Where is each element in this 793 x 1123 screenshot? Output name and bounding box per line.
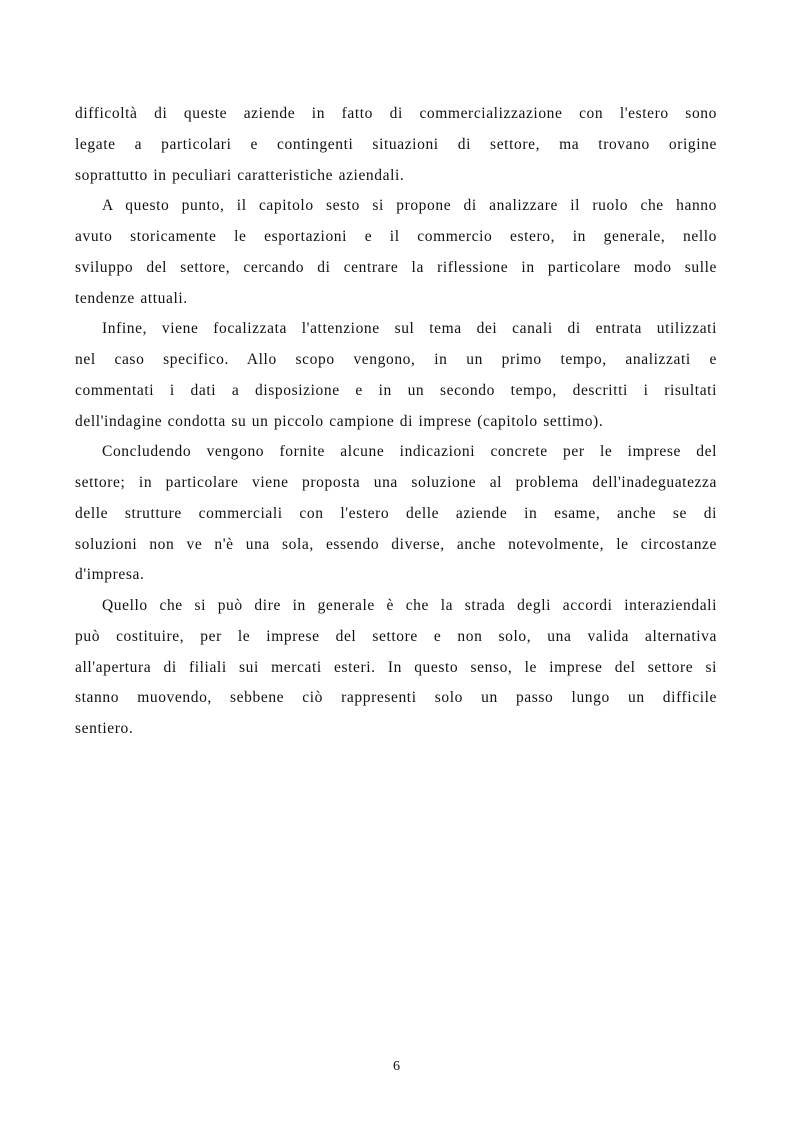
text-line: tendenze attuali. (75, 289, 188, 307)
text-line: d'impresa. (75, 566, 145, 584)
text-line: nel caso specifico. Allo scopo vengono, in un primo tempo, analizzati e (75, 351, 717, 368)
text-line: stanno muovendo, sebbene ciò rappresenti solo un passo lungo un difficile (75, 689, 717, 707)
page-number: 6 (393, 1059, 400, 1074)
text-line: può costituire, per le imprese del settore e non solo, una valida alternativa (75, 627, 717, 645)
text-line: settore; in particolare viene proposta una soluzione al problema dell'inadeguatezza (75, 474, 717, 491)
body-text (75, 102, 717, 748)
text-line: Infine, viene focalizzata l'attenzione sul tema dei canali di entrata utilizzati (102, 320, 717, 338)
text-line: A questo punto, il capitolo sesto si propone di analizzare il ruolo che hanno (102, 197, 717, 215)
text-line: sentiero. (75, 720, 134, 737)
text-line: sviluppo del settore, cercando di centrare la riflessione in particolare modo sulle (75, 258, 717, 276)
text-line: Quello che si può dire in generale è che la strada degli accordi interaziendali (102, 597, 717, 614)
text-line: dell'indagine condotta su un piccolo campione di imprese (capitolo settimo). (75, 412, 604, 430)
text-line: avuto storicamente le esportazioni e il commercio estero, in generale, nello (75, 228, 717, 245)
text-line: soluzioni non ve n'è una sola, essendo diverse, anche notevolmente, le circostanze (75, 535, 717, 553)
text-line: soprattutto in peculiari caratteristiche aziendali. (75, 166, 405, 184)
text-line: delle strutture commerciali con l'estero delle aziende in esame, anche se di (75, 504, 717, 522)
text-line: all'apertura di filiali sui mercati esteri. In questo senso, le imprese del settore si (75, 658, 717, 676)
text-line: legate a particolari e contingenti situazioni di settore, ma trovano origine (75, 135, 717, 153)
text-line: commentati i dati a disposizione e in un secondo tempo, descritti i risultati (75, 381, 717, 399)
text-line: difficoltà di queste aziende in fatto di commercializzazione con l'estero sono (75, 105, 717, 122)
text-line: Concludendo vengono fornite alcune indicazioni concrete per le imprese del (102, 443, 717, 461)
